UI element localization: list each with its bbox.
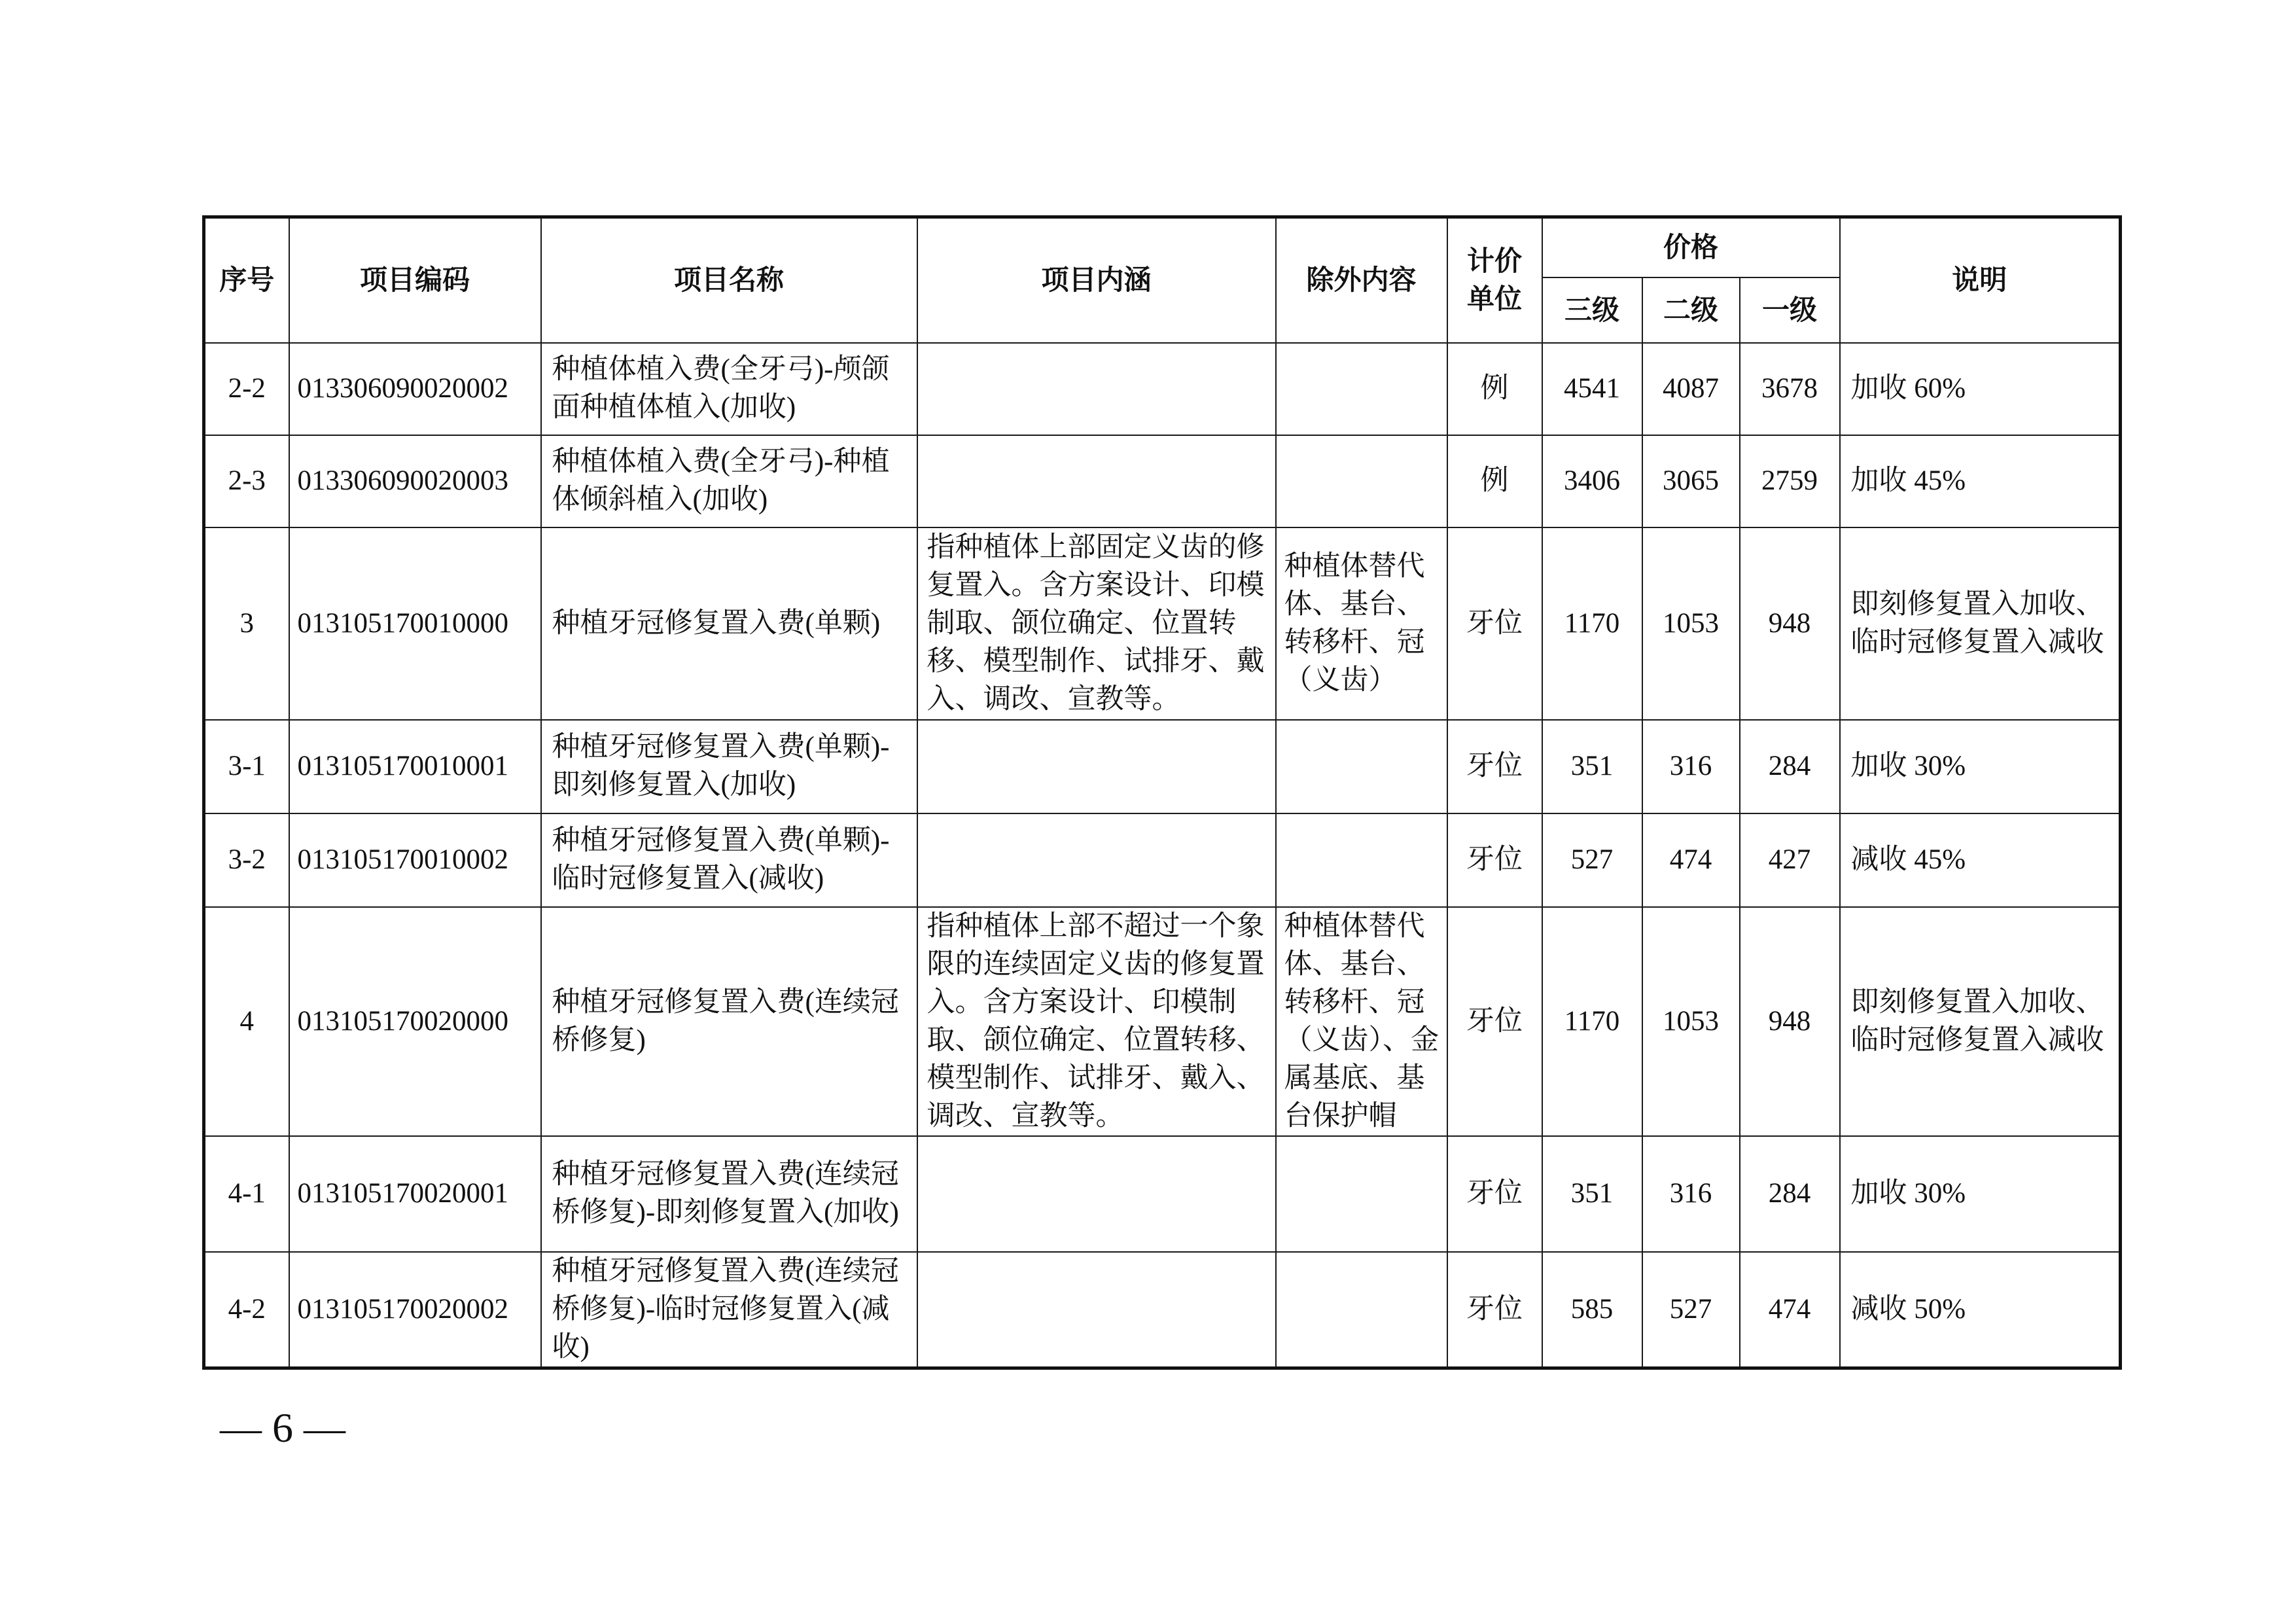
cell-name: 种植牙冠修复置入费(连续冠桥修复) [541,907,917,1136]
cell-code: 013105170020000 [289,907,541,1136]
cell-price-level1: 284 [1740,720,1840,813]
cell-price-level1: 427 [1740,813,1840,907]
cell-exclusions [1276,813,1447,907]
cell-code: 013105170010002 [289,813,541,907]
cell-price-level2: 474 [1642,813,1740,907]
header-price-level3: 三级 [1542,277,1642,343]
cell-unit: 例 [1447,435,1542,527]
cell-name: 种植牙冠修复置入费(单颗) [541,527,917,720]
header-exclusions: 除外内容 [1276,217,1447,343]
cell-price-level3: 585 [1542,1252,1642,1368]
table-body [204,343,2121,1368]
cell-note: 即刻修复置入加收、临时冠修复置入减收 [1840,907,2121,1136]
cell-code: 013105170010001 [289,720,541,813]
header-seq: 序号 [204,217,289,343]
cell-unit: 牙位 [1447,907,1542,1136]
cell-exclusions [1276,1136,1447,1252]
cell-exclusions [1276,720,1447,813]
cell-price-level2: 1053 [1642,527,1740,720]
header-price: 价格 [1542,217,1840,277]
cell-content [917,1136,1276,1252]
cell-code: 013105170010000 [289,527,541,720]
cell-price-level3: 3406 [1542,435,1642,527]
header-content: 项目内涵 [917,217,1276,343]
cell-seq: 3 [204,527,289,720]
cell-note: 加收 30% [1840,1136,2121,1252]
table-row [204,527,2121,720]
cell-price-level3: 1170 [1542,907,1642,1136]
table-row [204,1252,2121,1368]
cell-seq: 2-3 [204,435,289,527]
cell-unit: 牙位 [1447,1252,1542,1368]
cell-seq: 4-2 [204,1252,289,1368]
cell-content [917,720,1276,813]
cell-price-level1: 3678 [1740,343,1840,435]
cell-price-level3: 351 [1542,720,1642,813]
table-row [204,435,2121,527]
cell-price-level1: 948 [1740,527,1840,720]
cell-price-level2: 527 [1642,1252,1740,1368]
cell-price-level1: 948 [1740,907,1840,1136]
cell-note: 加收 60% [1840,343,2121,435]
cell-content: 指种植体上部固定义齿的修复置入。含方案设计、印模制取、颌位确定、位置转移、模型制作、试排牙、戴入、调改、宣教等。 [917,527,1276,720]
table-header [204,217,2121,343]
cell-unit: 牙位 [1447,1136,1542,1252]
cell-exclusions: 种植体替代体、基台、转移杆、冠（义齿） [1276,527,1447,720]
cell-seq: 4-1 [204,1136,289,1252]
cell-seq: 3-1 [204,720,289,813]
header-note: 说明 [1840,217,2121,343]
cell-price-level2: 316 [1642,720,1740,813]
cell-content: 指种植体上部不超过一个象限的连续固定义齿的修复置入。含方案设计、印模制取、颌位确定、位置转移、模型制作、试排牙、戴入、调改、宣教等。 [917,907,1276,1136]
cell-seq: 3-2 [204,813,289,907]
cell-price-level3: 1170 [1542,527,1642,720]
document-page [202,215,2119,1457]
cell-code: 013306090020003 [289,435,541,527]
cell-unit: 牙位 [1447,720,1542,813]
cell-unit: 例 [1447,343,1542,435]
cell-price-level3: 351 [1542,1136,1642,1252]
table-row [204,1136,2121,1252]
cell-note: 加收 45% [1840,435,2121,527]
cell-note: 即刻修复置入加收、临时冠修复置入减收 [1840,527,2121,720]
cell-price-level3: 527 [1542,813,1642,907]
cell-price-level1: 284 [1740,1136,1840,1252]
cell-price-level1: 2759 [1740,435,1840,527]
cell-name: 种植体植入费(全牙弓)-颅颌面种植体植入(加收) [541,343,917,435]
table-row [204,343,2121,435]
cell-name: 种植牙冠修复置入费(连续冠桥修复)-即刻修复置入(加收) [541,1136,917,1252]
cell-name: 种植牙冠修复置入费(连续冠桥修复)-临时冠修复置入(减收) [541,1252,917,1368]
page-number: — 6 — [220,1404,345,1451]
cell-price-level2: 4087 [1642,343,1740,435]
cell-note: 减收 45% [1840,813,2121,907]
cell-content [917,813,1276,907]
cell-price-level3: 4541 [1542,343,1642,435]
header-code: 项目编码 [289,217,541,343]
cell-exclusions [1276,343,1447,435]
cell-price-level2: 1053 [1642,907,1740,1136]
header-row [204,217,2121,277]
header-name: 项目名称 [541,217,917,343]
cell-price-level1: 474 [1740,1252,1840,1368]
header-price-level1: 一级 [1740,277,1840,343]
cell-content [917,435,1276,527]
cell-exclusions [1276,1252,1447,1368]
cell-note: 加收 30% [1840,720,2121,813]
cell-exclusions: 种植体替代体、基台、转移杆、冠（义齿）、金属基底、基台保护帽 [1276,907,1447,1136]
header-price-level2: 二级 [1642,277,1740,343]
cell-code: 013105170020002 [289,1252,541,1368]
cell-content [917,343,1276,435]
cell-seq: 2-2 [204,343,289,435]
cell-unit: 牙位 [1447,527,1542,720]
cell-price-level2: 316 [1642,1136,1740,1252]
header-unit-label: 计价单位 [1466,245,1522,315]
cell-seq: 4 [204,907,289,1136]
table-row [204,720,2121,813]
cell-unit: 牙位 [1447,813,1542,907]
cell-note: 减收 50% [1840,1252,2121,1368]
cell-code: 013306090020002 [289,343,541,435]
table-row [204,907,2121,1136]
cell-exclusions [1276,435,1447,527]
table-row [204,813,2121,907]
cell-content [917,1252,1276,1368]
cell-name: 种植牙冠修复置入费(单颗)-临时冠修复置入(减收) [541,813,917,907]
cell-name: 种植牙冠修复置入费(单颗)-即刻修复置入(加收) [541,720,917,813]
price-table [202,215,2122,1370]
cell-price-level2: 3065 [1642,435,1740,527]
cell-name: 种植体植入费(全牙弓)-种植体倾斜植入(加收) [541,435,917,527]
header-unit [1447,217,1542,343]
cell-code: 013105170020001 [289,1136,541,1252]
